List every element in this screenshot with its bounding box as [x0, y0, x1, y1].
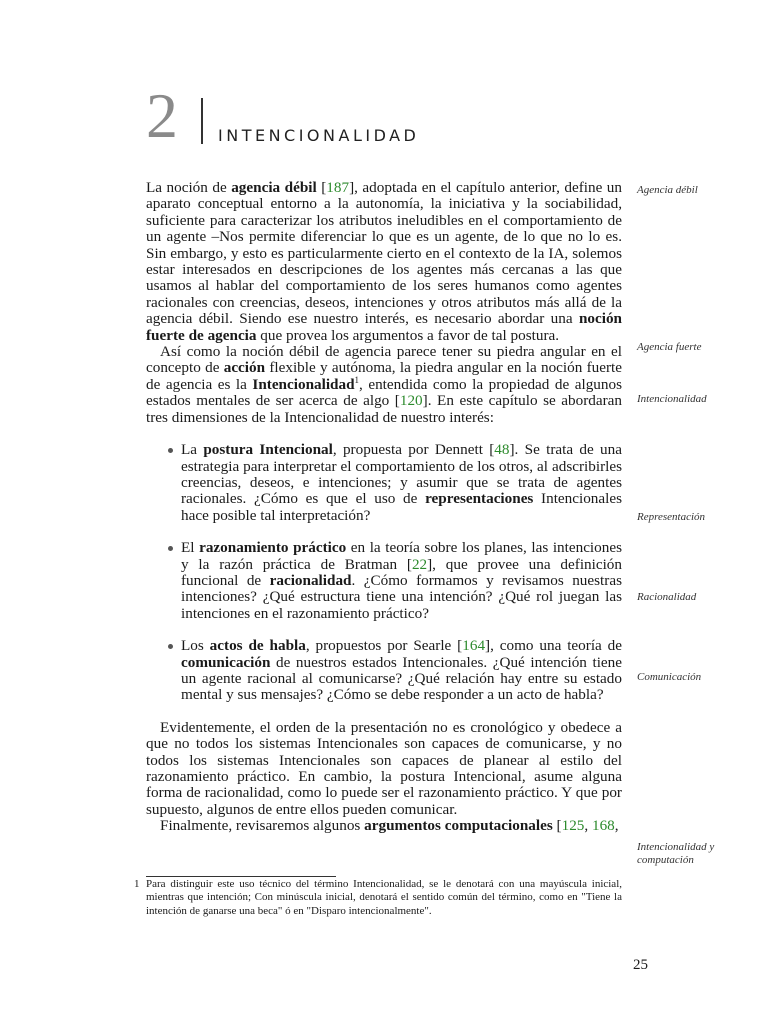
citation-link[interactable]: 48	[494, 441, 510, 459]
citation-link[interactable]: 22	[411, 555, 428, 573]
footnote-number: 1	[134, 878, 140, 890]
paragraph-3: Evidentemente, el orden de la presentación no es cronológico y obedece a que no todos los sistemas Intencionales son capaces de comunicarse, y no todos los sistemas Intencionales son capaces de planear al estilo del razonamiento práctico. En cambio, la postura Intencional, asume alguna forma de racionalidad, como lo puede ser el razonamiento práctico. Y que por supuesto, algunos de entre ellos pueden comunicar.	[146, 718, 622, 818]
list-item: El razonamiento práctico en la teoría sobre los planes, las intenciones y la razón práctica de Bratman [22], que provee una definición funcional de racionalidad. ¿Cómo formamos y revisamos nuestras intenciones? ¿Qué estructura tiene una intención? ¿Qué rol juegan las intenciones en el razonamiento práctico?	[146, 540, 622, 622]
margin-note-representacion: Representación	[637, 511, 706, 523]
footnote-divider	[146, 876, 336, 877]
bullet-icon	[168, 546, 173, 551]
citation-link[interactable]: 187	[326, 179, 350, 196]
margin-note-comunicacion: Comunicación	[637, 671, 702, 683]
citation-link[interactable]: 168	[591, 817, 615, 835]
list-item: Los actos de habla, propuestos por Searle [164], como una teoría de comunicación de nuestros estados Intencionales. ¿Qué intención tiene un agente racional al comunicarse? ¿Qué relación hay entre su estado mental y sus mensajes? ¿Cómo se debe responder a un acto de habla?	[146, 638, 622, 704]
paragraph-1: La noción de agencia débil [187], adoptada en el capítulo anterior, define un aparato conceptual entorno a la autonomía, la iniciativa y la sociabilidad, suficiente para caracterizar los atributos ineludibles en el comportamiento de un agente –Nos permite diferenciar lo que es un agente, de lo que no lo es. Sin embargo, y esto es particularmente cierto en el contexto de la IA, solemos estar interesados en descripciones de los agentes más cercanas a las que usamos al hablar del comportamiento de los seres humanos como agentes racionales con creencias, deseos, intenciones y otros atributos más allá de la agencia débil. Siendo ese nuestro interés, es necesario abordar una noción fuerte de agencia que provea los argumentos a favor de tal postura.	[146, 179, 622, 344]
margin-note-agencia-debil: Agencia débil	[637, 184, 698, 196]
dimensions-list	[146, 442, 622, 704]
footnote-ref[interactable]: 1	[354, 374, 360, 385]
margin-note-racionalidad: Racionalidad	[637, 591, 697, 603]
bullet-icon	[168, 644, 173, 649]
margin-note-agencia-fuerte: Agencia fuerte	[637, 341, 702, 353]
chapter-number: 2	[146, 80, 178, 151]
list-item: La postura Intencional, propuesta por Dennett [48]. Se trata de una estrategia para interpretar el comportamiento de los otros, al adscribirles creencias, deseos, e intenciones; y asumir que se trata de agentes racionales. ¿Cómo es que el uso de representaciones Intencionales hace posible tal interpretación?	[146, 442, 622, 524]
footnote	[134, 878, 622, 918]
chapter-divider	[201, 98, 203, 144]
citation-link[interactable]: 120	[399, 392, 423, 410]
citation-link[interactable]: 125	[561, 817, 585, 835]
footnote-text: Para distinguir este uso técnico del término Intencionalidad, se le denotará con una mayúscula inicial, mientras que intención; Con minúscula inicial, denotará el sentido común del término, como en "Tiene la intención de ganarse una beca" ó en "Disparo intencionalmente".	[146, 878, 622, 917]
margin-note-intencionalidad: Intencionalidad	[637, 393, 707, 405]
chapter-title: INTENCIONALIDAD	[218, 126, 420, 145]
paragraph-4: Finalmente, revisaremos algunos argumentos computacionales [125, 168,	[160, 817, 619, 835]
margin-note-intencionalidad-computacion: Intencionalidad y computación	[637, 841, 715, 866]
bullet-icon	[168, 448, 173, 453]
page-number: 25	[633, 957, 648, 973]
citation-link[interactable]: 164	[462, 637, 486, 655]
paragraph-2: Así como la noción débil de agencia parece tener su piedra angular en el concepto de acción flexible y autónoma, la piedra angular en la noción fuerte de agencia es la Intencionalidad$^1$, entendida como la propiedad de algunos estados mentales de ser acerca de algo [120]. En este capítulo se abordaran tres dimensiones de la Intencionalidad de nuestro interés:	[146, 343, 623, 426]
main-text	[146, 180, 622, 835]
